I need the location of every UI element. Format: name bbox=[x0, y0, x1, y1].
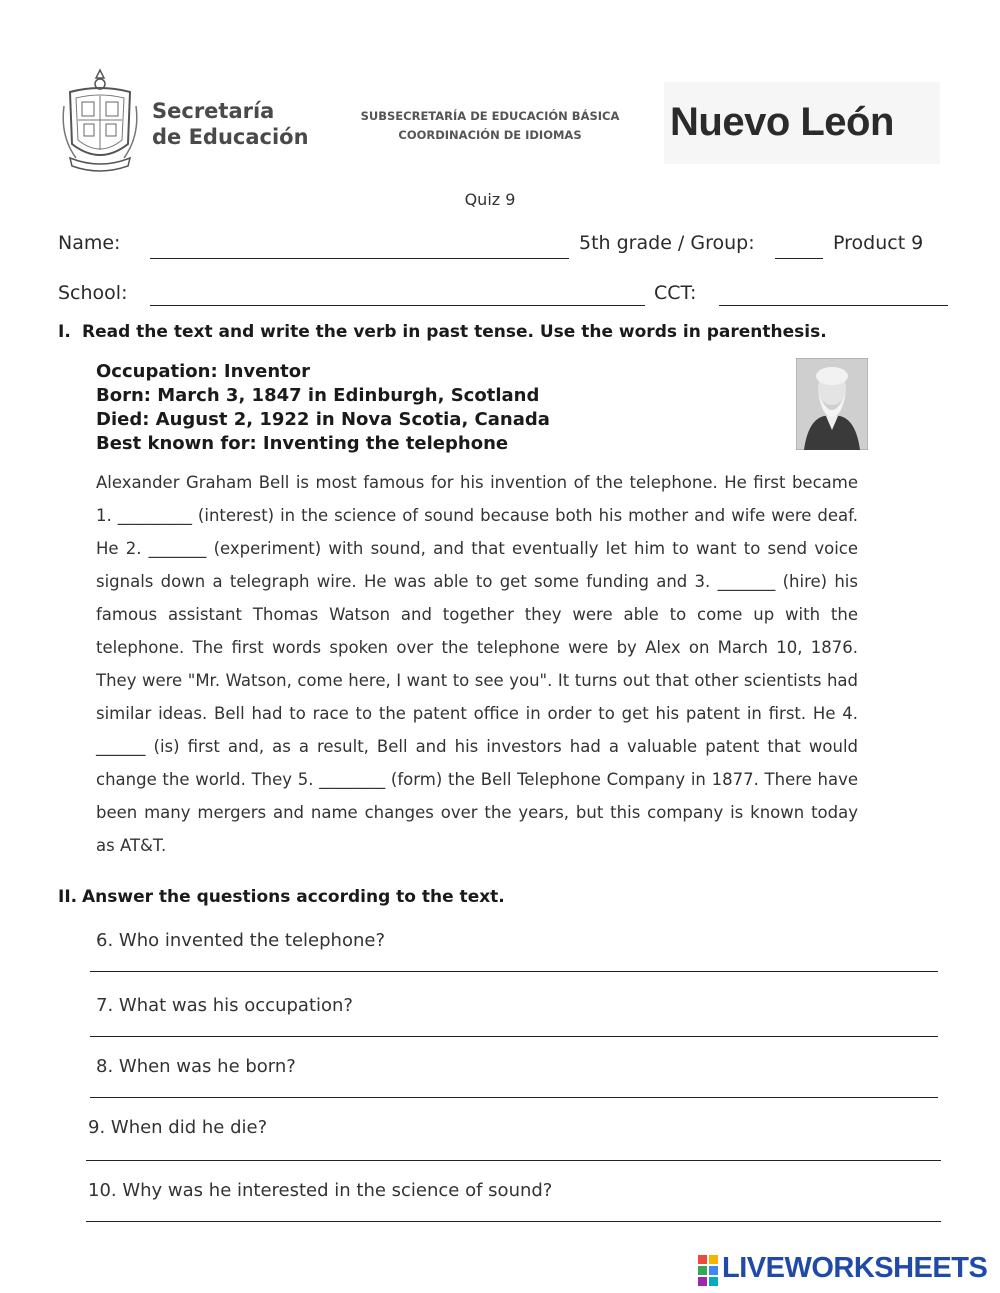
bell-reading-passage: Alexander Graham Bell is most famous for his invention of the telephone. He first became 1. _________ (interest) in the science of sound because both his mother and wife were deaf. He 2. _______ (experiment) with sound, and that eventually let him to want to send voice signals down a telegraph wire. He was able to get some funding and 3. _______ (hire) his famous assistant Thomas Watson and together they were able to come up with the telephone. The first words spoken over the telephone were by Alex on March 10, 1876. They were "Mr. Watson, come here, I want to see you". It turns out that other scientists had similar ideas. Bell had to race to the patent office in order to get his patent in first. He 4. ______ (is) first and, as a result, Bell and his investors had a valuable patent that would change the world. They 5. ________ (form) the Bell Telephone Company in 1877. There have been many mergers and name changes over the years, but this company is known today as AT&T. bbox=[96, 473, 858, 855]
grade-group-label: 5th grade / Group: bbox=[579, 232, 755, 254]
name-field[interactable] bbox=[150, 258, 569, 259]
secretaria-line-1: Secretaría bbox=[152, 99, 275, 123]
school-label: School: bbox=[58, 282, 128, 304]
answer-line-6[interactable] bbox=[90, 971, 938, 972]
question-8: 8. When was he born? bbox=[96, 1056, 296, 1077]
bio-born: Born: March 3, 1847 in Edinburgh, Scotland bbox=[96, 385, 540, 406]
answer-line-9[interactable] bbox=[86, 1160, 941, 1161]
answer-line-8[interactable] bbox=[90, 1097, 938, 1098]
sub-header bbox=[350, 107, 630, 145]
state-logo: Nuevo León bbox=[670, 100, 894, 144]
school-field[interactable] bbox=[150, 305, 645, 306]
section-1-instruction: Read the text and write the verb in past tense. Use the words in parenthesis. bbox=[82, 322, 827, 342]
bio-occupation: Occupation: Inventor bbox=[96, 361, 311, 382]
section-2-numeral: II. bbox=[58, 887, 78, 907]
section-2-instruction: Answer the questions according to the text. bbox=[82, 887, 505, 907]
liveworksheets-blocks-icon bbox=[697, 1253, 721, 1289]
question-6: 6. Who invented the telephone? bbox=[96, 930, 386, 951]
coat-of-arms-seal bbox=[62, 66, 138, 176]
bio-died: Died: August 2, 1922 in Nova Scotia, Canada bbox=[96, 409, 550, 430]
question-7: 7. What was his occupation? bbox=[96, 995, 353, 1016]
secretaria-line-2: de Educación bbox=[152, 125, 309, 149]
cct-label: CCT: bbox=[654, 282, 697, 304]
group-field[interactable] bbox=[775, 258, 823, 259]
bio-box bbox=[96, 360, 550, 456]
secretaria-logo-text bbox=[152, 98, 309, 150]
section-1-numeral: I. bbox=[58, 322, 71, 342]
name-label: Name: bbox=[58, 232, 121, 254]
coordinacion-line: COORDINACIÓN DE IDIOMAS bbox=[398, 128, 582, 142]
product-label: Product 9 bbox=[833, 232, 924, 254]
cct-field[interactable] bbox=[719, 305, 948, 306]
answer-line-10[interactable] bbox=[86, 1221, 941, 1222]
answer-line-7[interactable] bbox=[90, 1036, 938, 1037]
subsecretaria-line: SUBSECRETARÍA DE EDUCACIÓN BÁSICA bbox=[360, 109, 620, 123]
question-9: 9. When did he die? bbox=[88, 1117, 268, 1138]
question-10: 10. Why was he interested in the science of sound? bbox=[88, 1180, 553, 1201]
bell-portrait-image bbox=[796, 358, 868, 450]
bio-best-known: Best known for: Inventing the telephone bbox=[96, 433, 509, 454]
liveworksheets-brand: LIVEWORKSHEETS bbox=[722, 1252, 988, 1284]
quiz-title: Quiz 9 bbox=[464, 190, 516, 209]
